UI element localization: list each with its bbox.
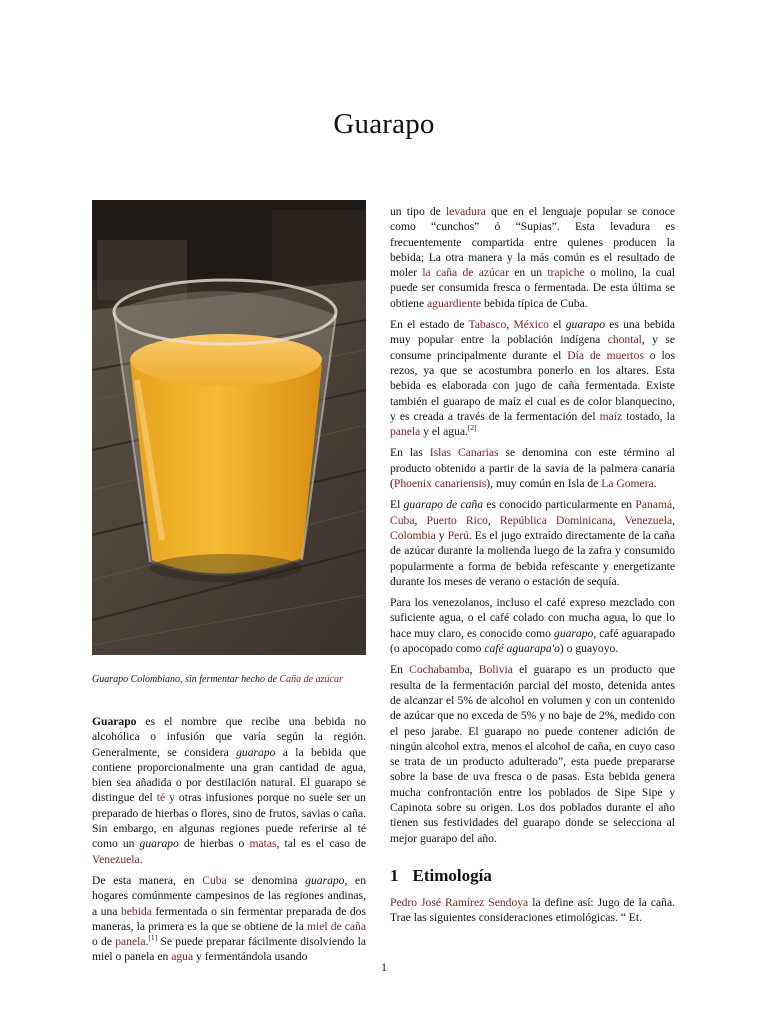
text-run: la define así: Jugo de la caña. Trae las siguientes consideraciones etimológicas. “ Et. [390, 896, 675, 925]
inline-link[interactable]: panela [390, 425, 421, 439]
bold-term: Guarapo [92, 715, 137, 728]
text-run: , [612, 513, 625, 527]
page-number: 1 [381, 960, 387, 974]
text-run: En [390, 663, 410, 677]
citation-ref[interactable]: [2] [467, 423, 477, 433]
text-run: y otras infusiones porque no suele ser un preparado de hierbas o flores, sino de frutos, savias o caña. Sin embargo, en algunas regiones puede referirse al té como un [92, 791, 366, 851]
text-run: y [435, 528, 448, 542]
paragraph [390, 895, 675, 926]
text-run: En el estado de [390, 318, 469, 332]
inline-link[interactable]: República Dominicana [499, 513, 613, 527]
paragraph [390, 445, 675, 491]
inline-link[interactable]: México [513, 318, 549, 332]
text-run: es una bebida muy popular entre la población indígena [390, 318, 675, 347]
inline-link[interactable]: Panamá [635, 498, 673, 512]
inline-link[interactable]: trapiche [547, 266, 585, 280]
text-run: o de [92, 935, 116, 949]
inline-link[interactable]: aguardiente [427, 296, 482, 310]
inline-link[interactable]: panela [115, 935, 146, 949]
text-run: , [506, 318, 514, 332]
text-run: un tipo de [390, 205, 446, 218]
paragraph [390, 317, 675, 439]
text-run: , [414, 513, 427, 527]
text-run: , [672, 513, 675, 527]
text-run: , [672, 498, 675, 512]
italic-term: café aguarapa'o [484, 642, 560, 656]
text-run: ), muy común en Isla de [486, 477, 602, 491]
inline-link[interactable]: agua [171, 950, 194, 964]
text-run: el guarapo es un producto que resulta de la fermentación parcial del mosto, detenida antes de alcanzar el 5% de alcohol en volumen y con un contenido de azúcar que no exceda de 5% y no baje de 2%, medido con el peso jarabe. El guarapo no puede contener adición de ningún alcohol extra, menos el alcohol de caña, en cuyo caso se trata de un producto adulterado”, esta puede prepararse sobre la base de uva fresca o de pasas. Esta bebida genera mucha confrontación entre los poblados de Sipe Sipe y Capinota sobre su origen. Los dos poblados durante el año tienen sus festividades del guarapo donde se selecciona al mejor guarapo del año. [390, 663, 676, 845]
inline-link[interactable]: Venezuela [624, 513, 673, 527]
italic-term: guarapo [554, 626, 594, 640]
inline-link[interactable]: maíz [599, 409, 623, 423]
citation-ref[interactable]: [1] [148, 933, 158, 943]
inline-link[interactable]: Perú [447, 528, 469, 542]
text-run: es conocido particularmente en [483, 498, 636, 512]
paragraph [92, 714, 366, 867]
caption-link[interactable]: Caña de azúcar [279, 674, 343, 685]
inline-link[interactable]: matas [249, 837, 277, 851]
text-run: se denomina [226, 873, 306, 887]
figure-caption [92, 673, 366, 686]
right-column [390, 204, 675, 932]
section-number: 1 [390, 865, 399, 885]
paragraph [390, 497, 675, 589]
inline-link[interactable]: Islas Canarias [429, 446, 499, 460]
text-run: o los rezos, ya que se acostumbra ponerlo en los altares. Esta bebida es elaborada con jugo de caña fermentada. Existe también el guarapo de maíz el cual es de color blanquecino, y es creada a través de la fermentación del [390, 348, 675, 423]
text-run: o molino, la cual puede ser consumida fresca o fermentada. De esta última se obtiene [390, 266, 675, 310]
paragraph [390, 662, 675, 846]
section-heading [390, 865, 675, 885]
italic-term: guarapo [139, 837, 179, 851]
text-run: En las [390, 446, 430, 460]
inline-link[interactable]: Cuba [202, 873, 227, 887]
paragraph [390, 204, 675, 311]
inline-link[interactable]: levadura [445, 205, 486, 218]
inline-link[interactable]: Cochabamba [409, 663, 470, 677]
italic-term: guarapo [565, 318, 606, 332]
text-run: . [139, 852, 143, 866]
text-run: . [653, 477, 657, 491]
text-run: Se puede preparar fácilmente disolviendo la miel o panela en [92, 935, 366, 964]
text-run: es el nombre que recibe una bebida no alcohólica o infusión que varía según la región. Generalmente, se considera [92, 715, 366, 759]
text-run: Para los venezolanos, incluso el café expreso mezclado con suficiente agua, o el café colado con mucha agua, lo que lo hace muy claro, es conocido como [390, 596, 675, 640]
inline-link[interactable]: Puerto Rico [426, 513, 488, 527]
inline-link[interactable]: té [156, 791, 166, 805]
text-run: De esta manera, en [92, 873, 203, 887]
inline-link[interactable]: Venezuela [92, 852, 140, 866]
guarapo-glass-photo [92, 200, 366, 655]
text-run: . Es el jugo extraído directamente de la caña de azúcar durante la molienda luego de la zafra y consumido popularmente a forma de bebida refescante y energetizante durante los meses de verano o estación de sequía. [390, 528, 676, 588]
italic-term: guarapo [305, 873, 345, 887]
inline-link[interactable]: Día de muertos [567, 348, 644, 362]
text-run: y el agua. [420, 425, 468, 439]
text-run: ) o guayoyo. [559, 642, 619, 656]
text-run: el [548, 318, 566, 332]
text-run: a la bebida que contiene proporcionalmente una gran cantidad de agua, bien sea añadida o por destilación natural. El guarapo se distingue del [92, 745, 366, 805]
text-run: , tal es el caso de [276, 837, 366, 851]
inline-link[interactable]: chontal [607, 333, 642, 347]
inline-link[interactable]: Pedro José Ramírez Sendoya [390, 896, 529, 910]
left-column [92, 200, 366, 971]
italic-term: guarapo [236, 745, 276, 759]
inline-link[interactable]: la caña de azúcar [422, 266, 509, 280]
text-run: de hierbas o [178, 837, 250, 851]
text-run: en un [508, 266, 548, 280]
text-run: se denomina con este término al producto obtenido a partir de la savia de la palmera canaria ( [390, 446, 675, 491]
page-title: Guarapo [333, 108, 435, 140]
paragraph [92, 873, 366, 965]
inline-link[interactable]: miel de caña [306, 919, 366, 933]
inline-link[interactable]: La Gomera [601, 477, 654, 491]
inline-link[interactable]: Bolivia [478, 663, 513, 677]
inline-link[interactable]: Cuba [390, 513, 415, 527]
inline-link[interactable]: Tabasco [468, 318, 507, 332]
text-run: y fermentándola usando [193, 950, 308, 964]
caption-text: Guarapo Colombiano, sin fermentar hecho de [92, 674, 280, 685]
text-run: , [469, 663, 479, 677]
text-run: bebida típica de Cuba. [481, 296, 588, 310]
inline-link[interactable]: bebida [120, 904, 152, 918]
text-run: tostado, la [622, 409, 675, 423]
text-run: fermentada o sin fermentar preparada de dos maneras, la primera es la que se obtiene de la [92, 904, 366, 933]
text-run: que en el lenguaje popular se conoce como “cunchos” ó “Supias”. Esta levadura es frecuentemente compartida entre quienes producen la bebida; La otra manera y la más común es el resultado de moler [390, 205, 675, 280]
text-run: , café aguarapado (o apocopado como [390, 626, 675, 656]
text-run: . [145, 935, 149, 949]
inline-link[interactable]: Phoenix canariensis [393, 477, 487, 491]
section-title: Etimología [412, 865, 492, 885]
paragraph [390, 595, 675, 656]
inline-link[interactable]: Colombia [390, 528, 436, 542]
text-run: , en hogares comúnmente campesinos de las regiones andinas, a una [92, 873, 366, 918]
italic-term: guarapo de caña [403, 498, 484, 512]
text-run: , [487, 513, 500, 527]
text-run: , y se consume principalmente durante el [390, 333, 675, 362]
text-run: El [390, 498, 404, 512]
